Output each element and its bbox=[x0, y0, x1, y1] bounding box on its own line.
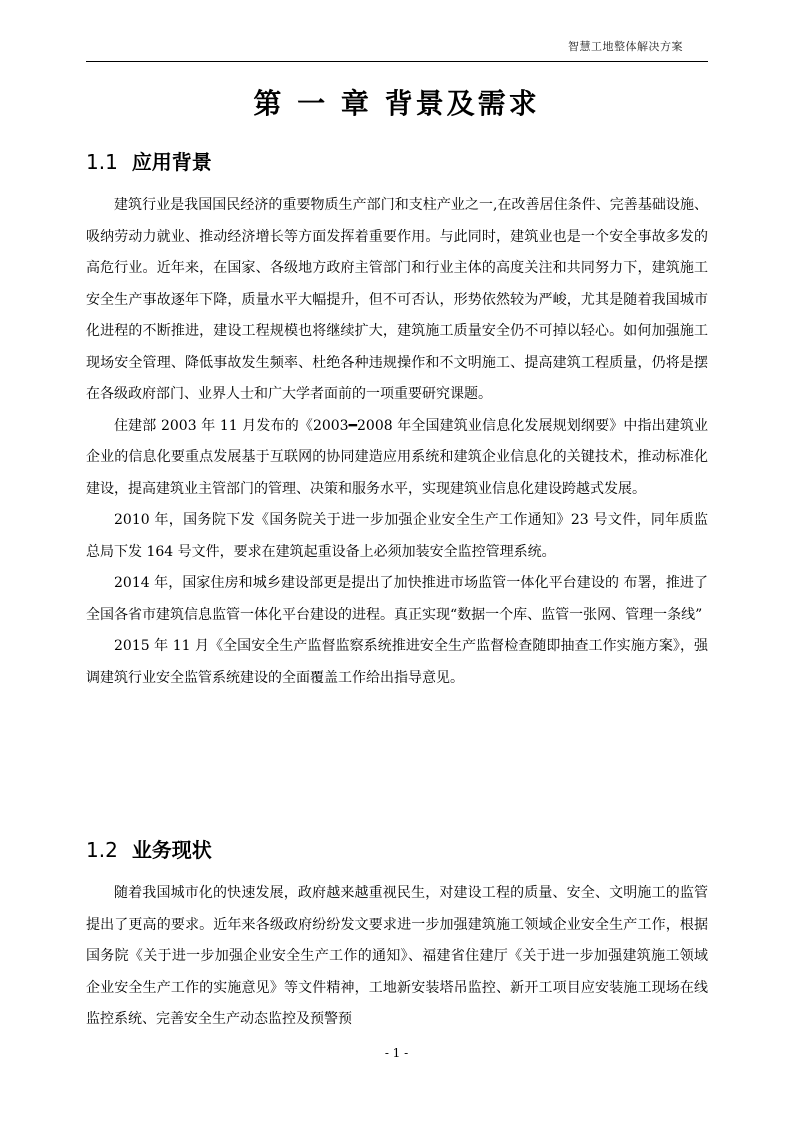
section-title: 业务现状 bbox=[131, 838, 212, 862]
paragraph: 建筑行业是我国国民经济的重要物质生产部门和支柱产业之一,在改善居住条件、完善基础设施、吸纳劳动力就业、推动经济增长等方面发挥着重要作用。与此同时，建筑业也是一个安全事故多发的高危行业。近年来，在国家、各级地方政府主管部门和行业主体的高度关注和共同努力下，建筑施工安全生产事故逐年下降，质量水平大幅提升，但不可否认，形势依然较为严峻，尤其是随着我国城市化进程的不断推进，建设工程规模也将继续扩大，建筑施工质量安全仍不可掉以轻心。如何加强施工现场安全管理、降低事故发生频率、杜绝各种违规操作和不文明施工、提高建筑工程质量，仍将是摆在各级政府部门、业界人士和广大学者面前的一项重要研究课题。 bbox=[86, 197, 708, 402]
chapter-title: 第 一 章 背景及需求 bbox=[253, 87, 540, 120]
paragraph: 2015 年 11 月《全国安全生产监督监察系统推进安全生产监督检查随即抽查工作实施方案》，强调建筑行业安全监管系统建设的全面覆盖工作给出指导意见。 bbox=[86, 638, 708, 686]
paragraph: 2010 年，国务院下发《国务院关于进一步加强企业安全生产工作通知》23 号文件，同年质监总局下发 164 号文件，要求在建筑起重设备上必须加装安全监控管理系统。 bbox=[86, 512, 708, 560]
paragraph: 住建部 2003 年 11 月发布的《2003━2008 年全国建筑业信息化发展规划纲要》中指出建筑业企业的信息化要重点发展基于互联网的协同建造应用系统和建筑企业信息化的关键技术，推动标准化建设，提高建筑业主管部门的管理、决策和服务水平，实现建筑业信息化建设跨越式发展。 bbox=[86, 417, 708, 497]
section-title: 应用背景 bbox=[131, 150, 212, 174]
section-heading-1-2 bbox=[86, 834, 212, 863]
header-title: 智慧工地整体解决方案 bbox=[568, 40, 683, 53]
section-body-1-2 bbox=[86, 878, 708, 1036]
section-heading-1-1 bbox=[86, 146, 212, 175]
header-divider bbox=[86, 61, 708, 62]
paragraph: 2014 年，国家住房和城乡建设部更是提出了加快推进市场监管一体化平台建设的 布署，推进了全国各省市建筑信息监管一体化平台建设的进程。真正实现“数据一个库、监管一张网、管理一条线” bbox=[86, 575, 708, 623]
section-number: 1.2 bbox=[86, 838, 118, 862]
paragraph: 随着我国城市化的快速发展，政府越来越重视民生，对建设工程的质量、安全、文明施工的监管提出了更高的要求。近年来各级政府纷纷发文要求进一步加强建筑施工领域企业安全生产工作，根据国务院《关于进一步加强企业安全生产工作的通知》、福建省住建厅《关于进一步加强建筑施工领域企业安全生产工作的实施意见》等文件精神，工地新安装塔吊监控、新开工项目应安装施工现场在线监控系统、完善安全生产动态监控及预警预 bbox=[86, 885, 708, 1027]
section-body-1-1 bbox=[86, 190, 708, 694]
page-number: - 1 - bbox=[384, 1046, 409, 1060]
section-number: 1.1 bbox=[86, 150, 118, 174]
